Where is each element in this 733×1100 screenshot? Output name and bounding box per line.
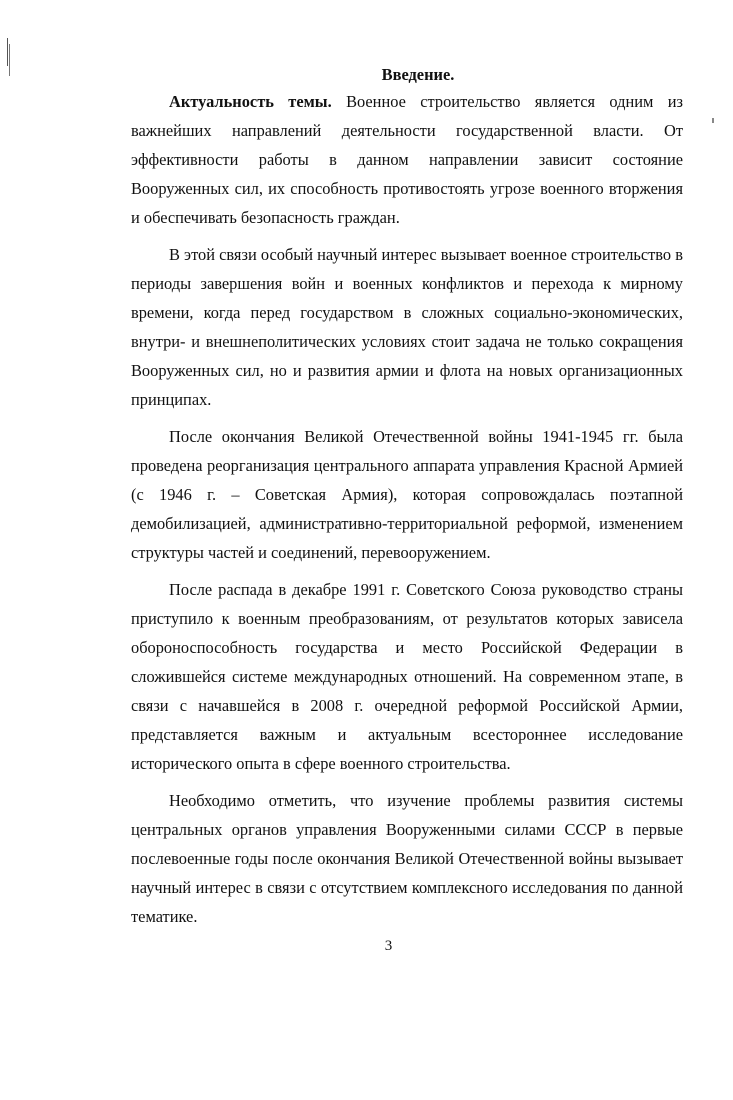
scan-artifact-dot <box>712 118 714 123</box>
section-heading: Введение. <box>381 65 455 84</box>
paragraph-lead-bold: Актуальность темы. <box>169 92 332 111</box>
page-number: 3 <box>384 938 393 954</box>
paragraph-text: Военное строительство является одним из важнейших направлений деятельности государственной власти. От эффективности работы в данном направлении зависит состояние Вооруженных сил, их способность противостоять угрозе военного вторжения и обеспечивать безопасность граждан. <box>131 92 683 227</box>
paragraph-relevance <box>131 87 683 232</box>
paragraph: После окончания Великой Отечественной войны 1941-1945 гг. была проведена реорганизация центрального аппарата управления Красной Армией (с 1946 г. – Советская Армия), которая сопровождалась поэтапной демобилизацией, административно-территориальной реформой, изменением структуры частей и соединений, перевооружением. <box>131 427 683 562</box>
paragraph: После распада в декабре 1991 г. Советского Союза руководство страны приступило к военным преобразованиям, от результатов которых зависела обороноспособность государства и место Российской Федерации в сложившейся системе международных отношений. На современном этапе, в связи с начавшейся в 2008 г. очередной реформой Российской Армии, представляется важным и актуальным всестороннее исследование исторического опыта в сфере военного строительства. <box>131 580 683 773</box>
paragraph: В этой связи особый научный интерес вызывает военное строительство в периоды завершения войн и военных конфликтов и перехода к мирному времени, когда перед государством в сложных социально-экономических, внутри- и внешнеполитических условиях стоит задача не только сокращения Вооруженных сил, но и развития армии и флота на новых организационных принципах. <box>131 245 683 409</box>
scan-artifact-line <box>9 44 10 76</box>
scan-artifact-line <box>7 38 8 66</box>
paragraph: Необходимо отметить, что изучение проблемы развития системы центральных органов управления Вооруженными силами СССР в первые послевоенные годы после окончания Великой Отечественной войны вызывает научный интерес в связи с отсутствием комплексного исследования по данной тематике. <box>131 791 683 926</box>
document-body <box>131 60 683 931</box>
